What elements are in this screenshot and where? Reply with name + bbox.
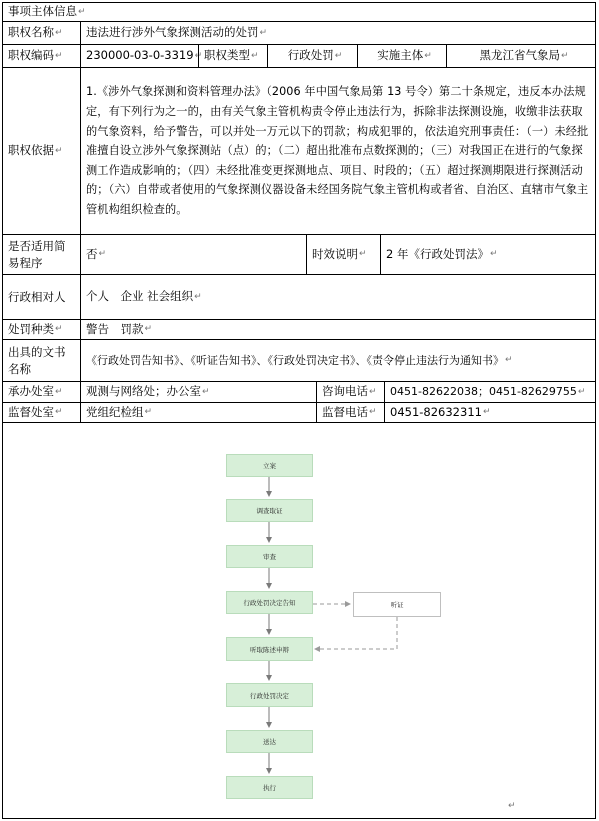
- penalty-value: 警告 罚款: [86, 321, 144, 336]
- supervise-phone-value: 0451-82632311: [390, 404, 482, 419]
- subject-value: 黑龙江省气象局: [479, 48, 560, 63]
- item-name-row: 职权名称 ↵ 违法进行涉外气象探测活动的处罚 ↵: [2, 21, 596, 44]
- item-name-label: 职权名称: [8, 25, 54, 40]
- target-label: 行政相对人: [8, 289, 66, 304]
- flow-step-2: 调查取证: [226, 499, 313, 522]
- flow-hearing-box: 听证: [353, 592, 441, 617]
- basis-label: 职权依据: [8, 143, 54, 158]
- dashed-arrow-from-hearing: [315, 617, 397, 649]
- flow-step-4: 行政处罚决定告知: [226, 591, 313, 614]
- paragraph-mark: ↵: [78, 6, 86, 17]
- flow-step-5: 听取陈述申辩: [226, 637, 313, 661]
- item-code-row: 职权编码 ↵ 230000-03-0-3319 ↵ 职权类型 ↵ 行政处罚 ↵ 实施主体 ↵ 黑龙江省气象局 ↵: [2, 44, 596, 67]
- documents-value: 《行政处罚告知书》、《听证告知书》、《行政处罚决定书》、《责令停止违法行为通知书》: [86, 353, 504, 367]
- item-code-value: 230000-03-0-3319: [86, 48, 194, 63]
- consult-phone-value: 0451-82622038；0451-82629755: [390, 385, 577, 399]
- office-label: 承办处室: [8, 384, 54, 399]
- section-title: 事项主体信息: [8, 4, 77, 19]
- simple-procedure-value: 否: [86, 246, 98, 261]
- supervise-row: 监督处室 ↵ 党组纪检组 ↵ 监督电话 ↵ 0451-82632311 ↵: [2, 402, 596, 423]
- flow-step-3: 审查: [226, 545, 313, 568]
- basis-row: 职权依据 ↵ 1.《涉外气象探测和资料管理办法》（2006 年中国气象局第 13 号令）第二十条规定，违反本办法规定，有下列行为之一的，由有关气象主管机构责令停止违法行为，拆除非法探测设施，收缴非法获取的气象资料，给予警告，可以并处一万元以下的罚款；构成犯罪的，依法追究刑事责任：（一）未经批准擅自设立涉外气象探测站（点）的；（二）超出批准布点数探测的；（三）对我国正在进行的气象探测工作造成影响的；（四）未经批准变更探测地点、项目、时段的；（五）超过探测期限进行探测活动的；（六）自带或者使用的气象探测仪器设备未经国务院气象主管机构或者省、自治区、直辖市气象主管机构组织检查的。: [2, 67, 596, 234]
- item-code-label: 职权编码: [8, 48, 54, 63]
- documents-label: 出具的文书名称: [8, 344, 66, 376]
- time-limit-value: 2 年《行政处罚法》: [386, 246, 489, 261]
- flow-step-8: 执行: [226, 776, 313, 799]
- penalty-label: 处罚种类: [8, 321, 54, 336]
- time-limit-label: 时效说明: [312, 246, 358, 261]
- target-value: 个人 企业 社会组织: [86, 289, 194, 304]
- documents-row: 出具的文书名称 《行政处罚告知书》、《听证告知书》、《行政处罚决定书》、《责令停止违法行为通知书》 ↵: [2, 339, 596, 381]
- paragraph-mark: ↵: [508, 801, 516, 811]
- item-name-value: 违法进行涉外气象探测活动的处罚: [86, 25, 259, 40]
- supervise-phone-label: 监督电话: [322, 404, 368, 419]
- simple-procedure-label: 是否适用简易程序: [8, 238, 66, 270]
- target-row: 行政相对人 个人 企业 社会组织 ↵: [2, 274, 596, 319]
- basis-text: 1.《涉外气象探测和资料管理办法》（2006 年中国气象局第 13 号令）第二十条规定，违反本办法规定，有下列行为之一的，由有关气象主管机构责令停止违法行为，拆除非法探测设施，收缴非法获取的气象资料，给予警告，可以并处一万元以下的罚款；构成犯罪的，依法追究刑事责任：（一）未经批准擅自设立涉外气象探测站（点）的；（二）超出批准布点数探测的；（三）对我国正在进行的气象探测工作造成影响的；（四）未经批准变更探测地点、项目、时段的；（五）超过探测期限进行探测活动的；（六）自带或者使用的气象探测仪器设备未经国务院气象主管机构或者省、自治区、直辖市气象主管机构组织检查的。: [86, 85, 589, 216]
- office-value: 观测与网络处；办公室: [86, 384, 201, 399]
- item-type-label: 职权类型: [204, 48, 250, 63]
- flow-step-1: 立案: [226, 454, 313, 477]
- subject-label: 实施主体: [377, 48, 424, 63]
- supervise-value: 党组纪检组: [86, 404, 144, 419]
- supervise-label: 监督处室: [8, 404, 54, 419]
- flow-step-6: 行政处罚决定: [226, 683, 313, 707]
- simple-procedure-row: 是否适用简易程序 否 ↵ 时效说明 ↵ 2 年《行政处罚法》 ↵: [2, 234, 596, 274]
- item-type-value: 行政处罚: [287, 48, 334, 63]
- flow-step-7: 送达: [226, 730, 313, 753]
- office-row: 承办处室 ↵ 观测与网络处；办公室 ↵ 咨询电话 ↵ 0451-82622038；0451-82629755 ↵: [2, 381, 596, 402]
- penalty-row: 处罚种类 ↵ 警告 罚款 ↵: [2, 319, 596, 339]
- consult-phone-label: 咨询电话: [322, 384, 368, 399]
